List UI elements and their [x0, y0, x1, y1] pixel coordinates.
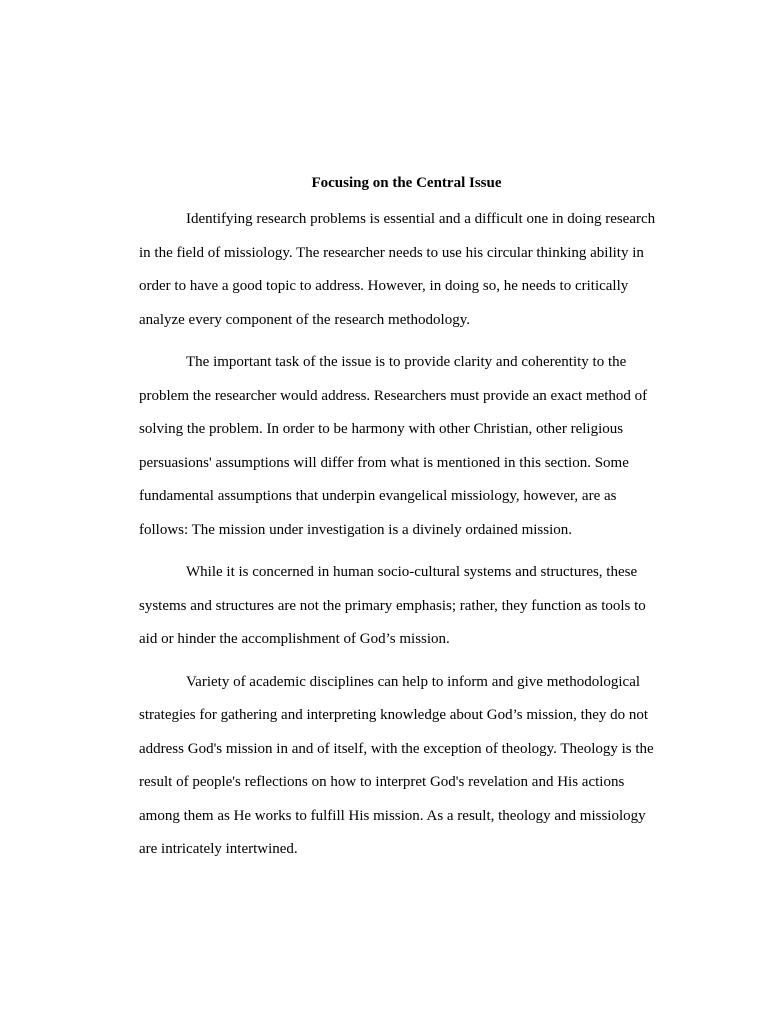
- paragraph-line: strategies for gathering and interpreting knowledge about God’s mission, they do not: [139, 707, 649, 723]
- paragraph-line: solving the problem. In order to be harmony with other Christian, other religious: [139, 421, 624, 437]
- paragraph-line: address God's mission in and of itself, with the exception of theology. Theology is the: [139, 740, 654, 757]
- document-body: [139, 171, 674, 867]
- paragraph-line: follows: The mission under investigation is a divinely ordained mission.: [139, 521, 573, 538]
- paragraph-line: fundamental assumptions that underpin evangelical missiology, however, are as: [139, 488, 617, 504]
- paragraph-line: aid or hinder the accomplishment of God’s mission.: [139, 631, 450, 647]
- paragraph-line: order to have a good topic to address. However, in doing so, he needs to critically: [139, 278, 629, 294]
- paragraph-line: systems and structures are not the primary emphasis; rather, they function as tools to: [139, 597, 646, 614]
- paragraph-line: are intricately intertwined.: [139, 841, 298, 857]
- paragraph-1: [139, 203, 674, 337]
- paragraph-line: Identifying research problems is essential and a difficult one in doing research: [186, 211, 656, 227]
- paragraph-line: problem the researcher would address. Researchers must provide an exact method of: [139, 387, 648, 404]
- paragraph-2: [139, 346, 674, 547]
- paragraph-line: Variety of academic disciplines can help to inform and give methodological: [186, 673, 641, 690]
- paragraph-line: The important task of the issue is to provide clarity and coherentity to the: [186, 354, 627, 370]
- paragraph-4: [139, 666, 674, 867]
- document-title: Focusing on the Central Issue: [311, 175, 502, 191]
- paragraph-line: persuasions' assumptions will differ from what is mentioned in this section. Some: [139, 454, 629, 471]
- paragraph-line: among them as He works to fulfill His mission. As a result, theology and missiology: [139, 807, 646, 824]
- paragraph-line: While it is concerned in human socio-cultural systems and structures, these: [186, 564, 638, 580]
- paragraph-3: [139, 556, 674, 657]
- paragraph-line: result of people's reflections on how to interpret God's revelation and His actions: [139, 774, 625, 790]
- paragraph-line: analyze every component of the research methodology.: [139, 311, 470, 328]
- paragraph-line: in the field of missiology. The researcher needs to use his circular thinking ability in: [139, 244, 644, 261]
